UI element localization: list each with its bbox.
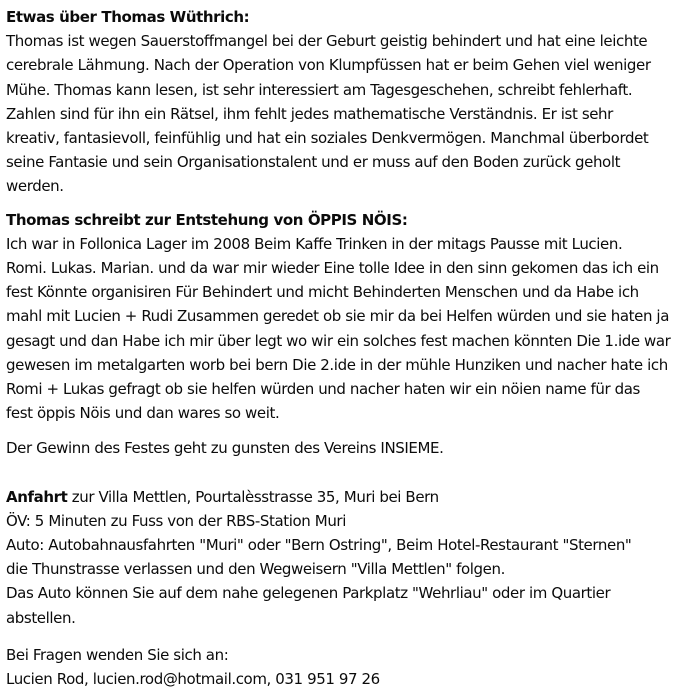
section-benefit [6,436,682,460]
text-line: Thomas ist wegen Sauerstoffmangel bei der Geburt geistig behindert und hat eine leichte [6,32,648,51]
text-line: fest öppis Nöis und dan wares so weit. [6,404,280,423]
origin-heading: Thomas schreibt zur Entstehung von ÖPPIS NÖIS: [6,210,408,229]
text-line: werden. [6,177,64,196]
contact-intro: Bei Fragen wenden Sie sich an: [6,645,229,664]
text-line: die Thunstrasse verlassen und den Wegweisern "Villa Mettlen" folgen. [6,560,505,579]
about-heading: Etwas über Thomas Wüthrich: [6,8,250,26]
text-line: kreativ, fantasievoll, feinfühlig und hat ein soziales Denkvermögen. Manchmal überbordet [6,129,649,148]
text-line: Romi. Lukas. Marian. und da war mir wieder Eine tolle Idee in den sinn gekomen das ich ein [6,259,659,278]
text-line: Ich war in Follonica Lager im 2008 Beim Kaffe Trinken in der mitags Pausse mit Lucien. [6,234,623,253]
text-line: cerebrale Lähmung. Nach der Operation von Klumpfüssen hat er beim Gehen viel weniger [6,56,651,75]
section-directions [6,485,682,630]
section-about [6,5,682,199]
text-line: Zahlen sind für ihn ein Rätsel, ihm fehlt jedes mathematische Verständnis. Er ist sehr [6,104,613,123]
directions-label: Anfahrt [6,487,68,506]
text-line: seine Fantasie und sein Organisationstalent und er muss auf den Boden zurück geholt [6,153,621,172]
text-line: Romi + Lukas gefragt ob sie helfen würden und nacher haten wir ein nöien name für das [6,380,640,399]
text-line: Das Auto können Sie auf dem nahe gelegenen Parkplatz "Wehrliau" oder im Quartier [6,584,611,603]
benefit-statement: Der Gewinn des Festes geht zu gunsten des Vereins INSIEME. [6,439,444,458]
text-line: fest Könnte organisiren Für Behindert und micht Behinderten Menschen und da Habe ich [6,283,639,302]
section-contact [6,643,682,691]
text-line: ÖV: 5 Minuten zu Fuss von der RBS-Station Muri [6,511,346,530]
text-line: gewesen im metalgarten worb bei bern Die 2.ide in der mühle Hunziken und nacher hate ich [6,355,668,374]
text-line: Mühe. Thomas kann lesen, ist sehr interessiert am Tagesgeschehen, schreibt fehlerhaft. [6,80,633,99]
directions-address-line [6,485,682,509]
section-origin [6,208,682,426]
directions-address: zur Villa Mettlen, Pourtalèsstrasse 35, Muri bei Bern [67,487,439,506]
text-line: mahl mit Lucien + Rudi Zusammen geredet ob sie mir da bei Helfen würden und sie haten ja [6,307,669,326]
text-line: abstellen. [6,608,76,627]
contact-details: Lucien Rod, lucien.rod@hotmail.com, 031 951 97 26 [6,670,380,689]
text-line: gesagt und dan Habe ich mir über legt wo wir ein solches fest machen könnten Die 1.ide war [6,331,671,350]
text-line: Auto: Autobahnausfahrten "Muri" oder "Bern Ostring", Beim Hotel-Restaurant "Sternen" [6,536,632,555]
